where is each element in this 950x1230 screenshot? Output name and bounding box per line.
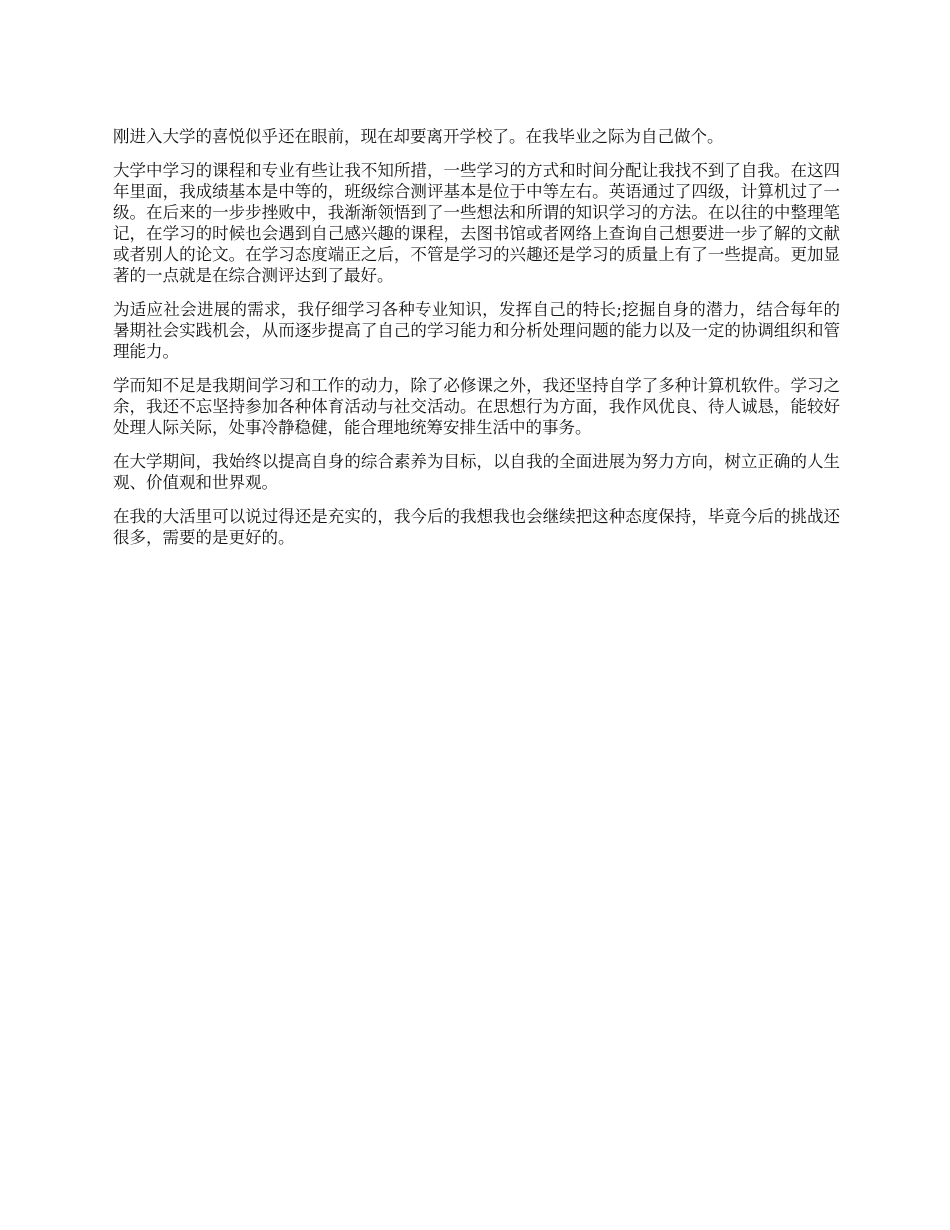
paragraph-2: 大学中学习的课程和专业有些让我不知所措，一些学习的方式和时间分配让我找不到了自我。在这四年里面，我成绩基本是中等的，班级综合测评基本是位于中等左右。英语通过了四级，计算机过了一级。在后来的一步步挫败中，我渐渐领悟到了一些想法和所谓的知识学习的方法。在以往的中整理笔记，在学习的时候也会遇到自己感兴趣的课程，去图书馆或者网络上查询自己想要进一步了解的文献或者别人的论文。在学习态度端正之后，不管是学习的兴趣还是学习的质量上有了一些提高。更加显著的一点就是在综合测评达到了最好。 — [113, 161, 840, 285]
document-body — [113, 126, 840, 561]
paragraph-1: 刚进入大学的喜悦似乎还在眼前，现在却要离开学校了。在我毕业之际为自己做个。 — [113, 127, 724, 146]
paragraph-6: 在我的大活里可以说过得还是充实的，我今后的我想我也会继续把这种态度保持，毕竟今后的挑战还很多，需要的是更好的。 — [113, 507, 840, 547]
paragraph-3: 为适应社会进展的需求，我仔细学习各种专业知识，发挥自己的特长;挖掘自身的潜力，结合每年的暑期社会实践机会，从而逐步提高了自己的学习能力和分析处理问题的能力以及一定的协调组织和管理能力。 — [113, 300, 840, 361]
paragraph-5: 在大学期间，我始终以提高自身的综合素养为目标，以自我的全面进展为努力方向，树立正确的人生观、价值观和世界观。 — [113, 452, 840, 492]
paragraph-4: 学而知不足是我期间学习和工作的动力，除了必修课之外，我还坚持自学了多种计算机软件。学习之余，我还不忘坚持参加各种体育活动与社交活动。在思想行为方面，我作风优良、待人诚恳，能较好处理人际关际，处事冷静稳健，能合理地统筹安排生活中的事务。 — [113, 376, 840, 437]
